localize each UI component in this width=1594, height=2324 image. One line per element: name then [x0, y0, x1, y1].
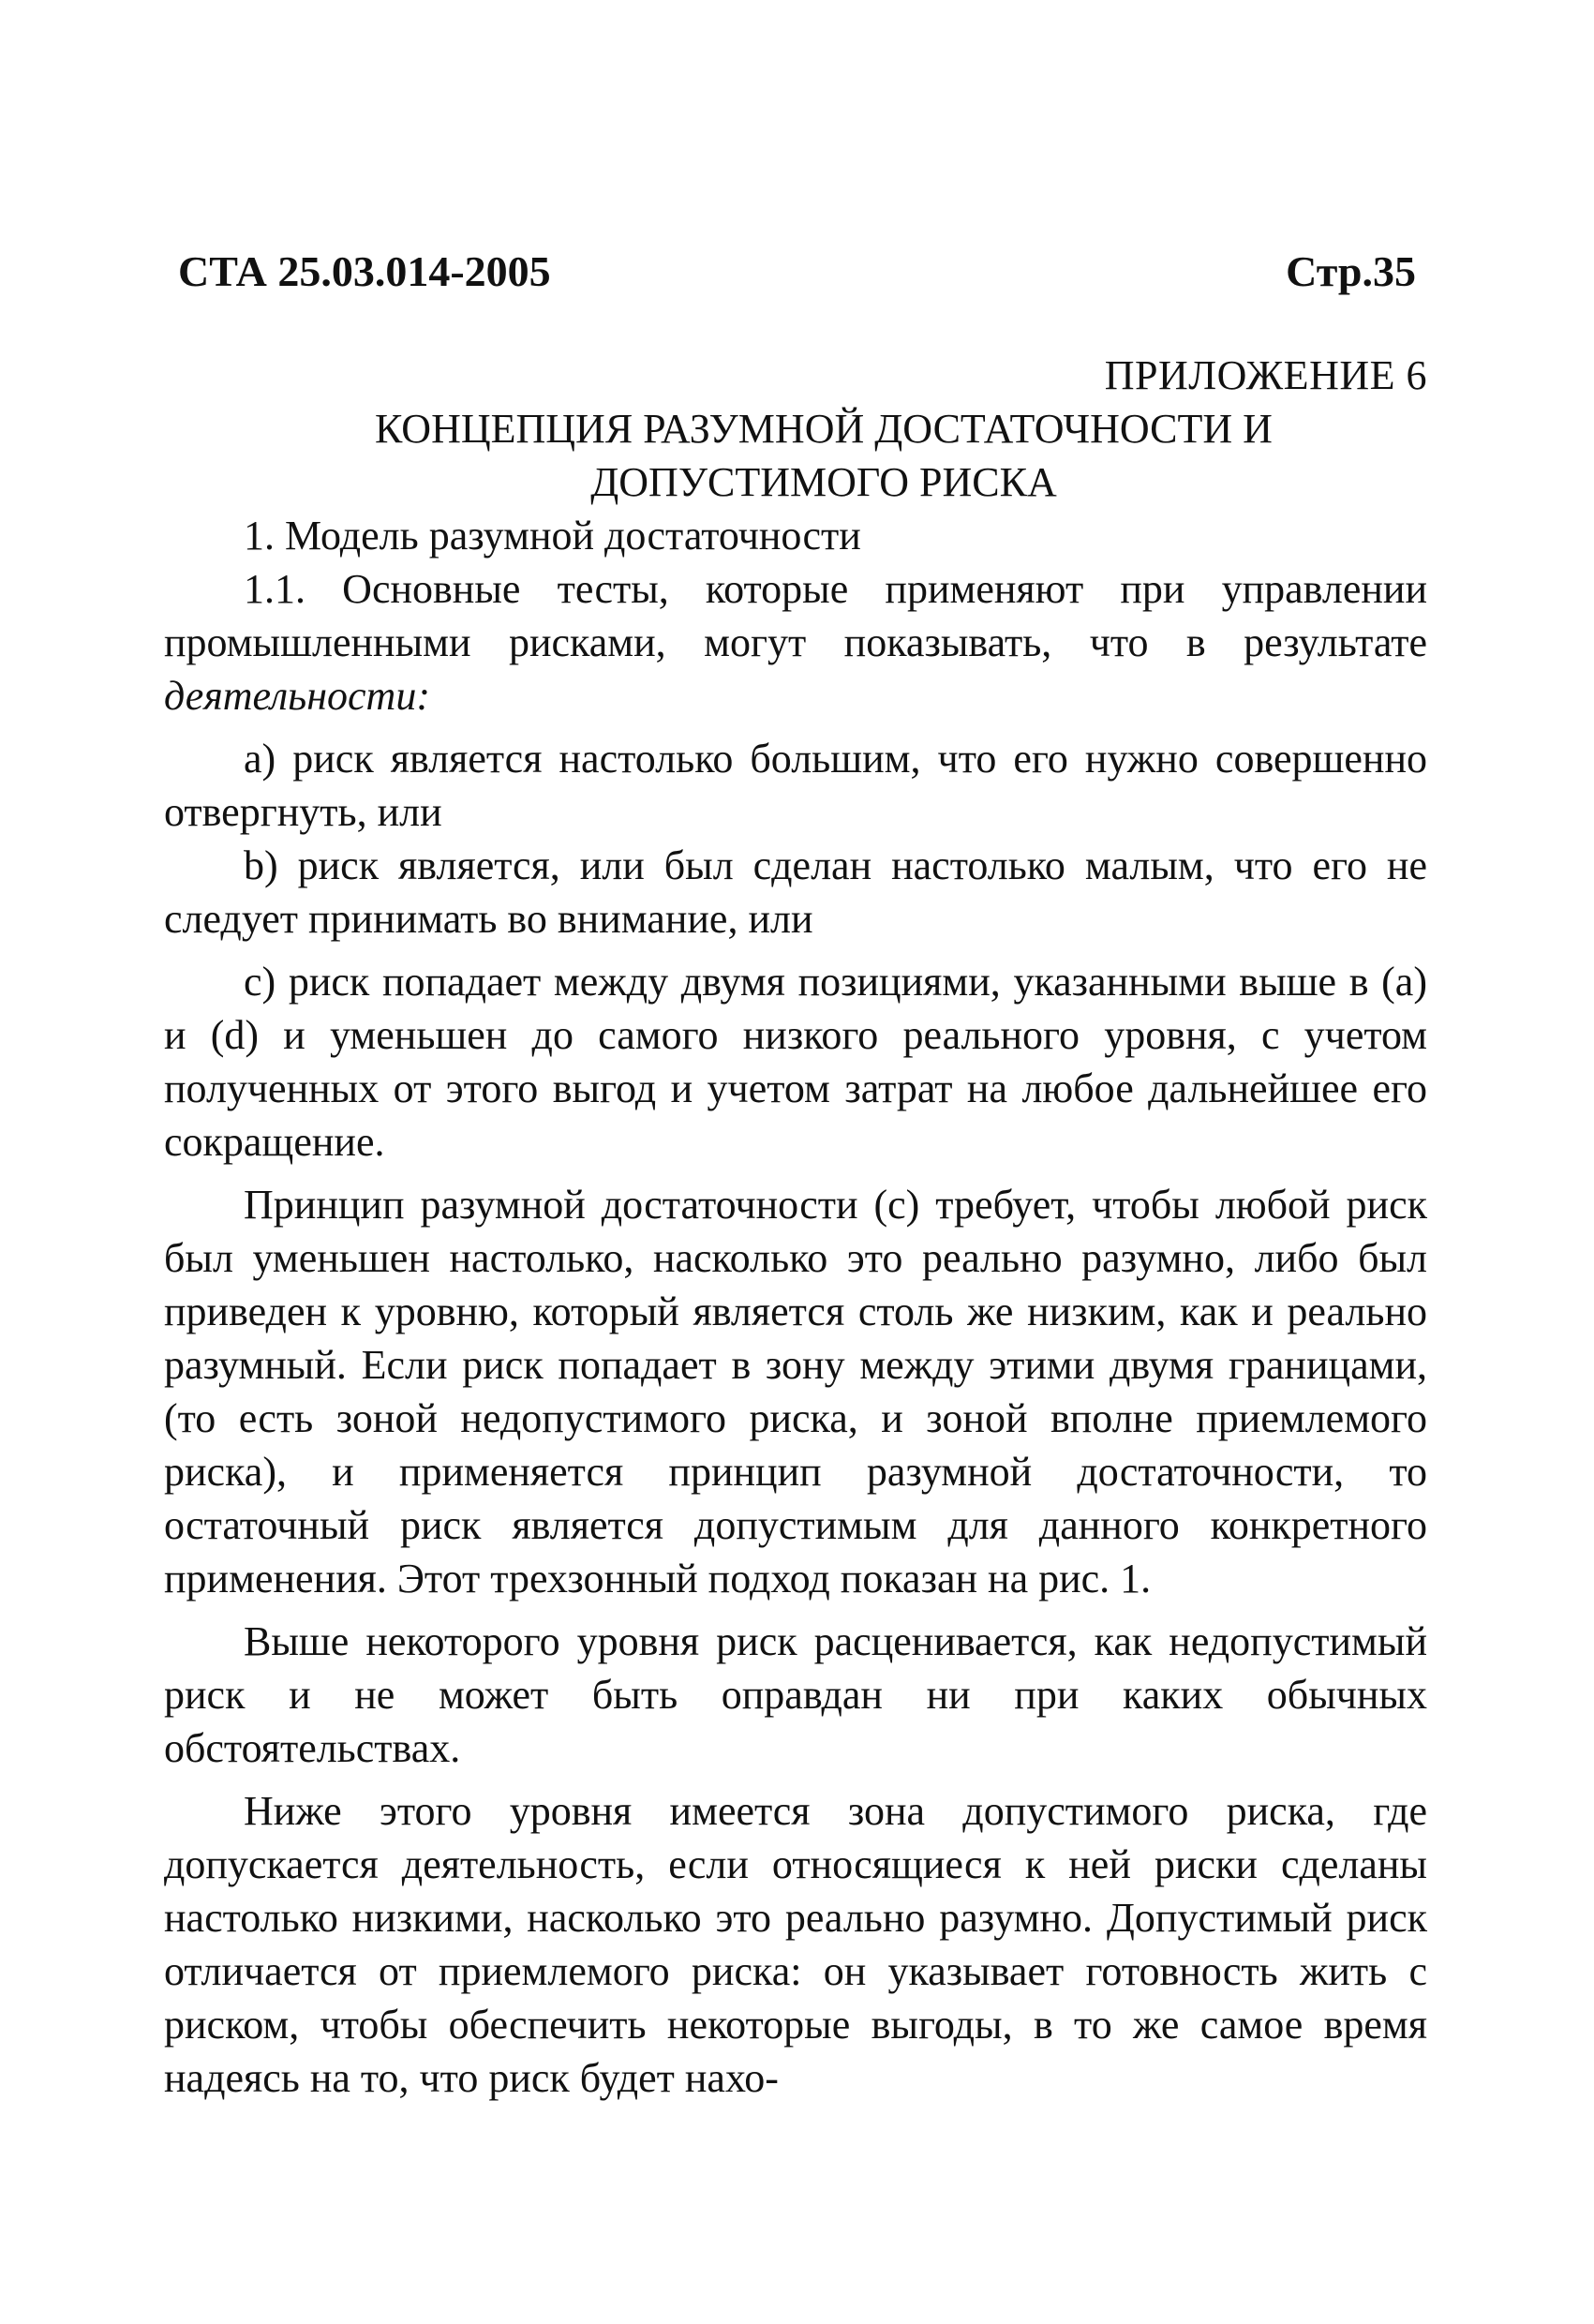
page-body	[164, 349, 1427, 2105]
list-item-b: b) риск является, или был сделан настолько малым, что его не следует принимать во внимание, или	[164, 842, 1427, 942]
appendix-title-line-2: ДОПУСТИМОГО РИСКА	[590, 459, 1057, 505]
paragraph-unacceptable: Выше некоторого уровня риск расценивается, как недопустимый риск и не может быть оправдан ни при каких обычных обстоятельствах.	[164, 1618, 1427, 1771]
paragraph-1-1-italic: деятельности:	[164, 673, 430, 719]
paragraph-principle: Принцип разумной достаточности (с) требует, чтобы любой риск был уменьшен настолько, насколько это реально разумно, либо был приведен к уровню, который является столь же низким, как и реально разумный. Если риск попадает в зону между этими двумя границами, (то есть зоной недопустимого риска, и зоной вполне приемлемого риска), и применяется принцип разумной достаточности, то остаточный риск является допустимым для данного конкретного применения. Этот трехзонный подход показан на рис. 1.	[164, 1182, 1427, 1601]
page-number: Стр.35	[1286, 247, 1416, 295]
list-item-a: а) риск является настолько большим, что его нужно совершенно отвергнуть, или	[164, 736, 1427, 835]
section-heading: 1. Модель разумной достаточности	[244, 513, 861, 559]
appendix-title-line-1: КОНЦЕПЦИЯ РАЗУМНОЙ ДОСТАТОЧНОСТИ И	[375, 406, 1273, 452]
document-code: СТА 25.03.014-2005	[178, 247, 551, 295]
paragraph-tolerable: Ниже этого уровня имеется зона допустимого риска, где допускается деятельность, если относящиеся к ней риски сделаны настолько низкими, насколько это реально разумно. Допустимый риск отличается от приемлемого риска: он указывает готовность жить с риском, чтобы обеспечить некоторые выгоды, в то же самое время надеясь на то, что риск будет нахо-	[164, 1788, 1427, 2101]
list-item-c: с) риск попадает между двумя позициями, указанными выше в (а) и (d) и уменьшен до самого низкого реального уровня, с учетом полученных от этого выгод и учетом затрат на любое дальнейшее его сокращение.	[164, 959, 1427, 1165]
page-header	[178, 246, 1416, 298]
paragraph-1-1	[164, 562, 1427, 723]
paragraph-1-1-text: 1.1. Основные тесты, которые применяют при управлении промышленными рисками, могут показывать, что в результате	[164, 566, 1427, 665]
appendix-label: ПРИЛОЖЕНИЕ 6	[1104, 352, 1427, 398]
